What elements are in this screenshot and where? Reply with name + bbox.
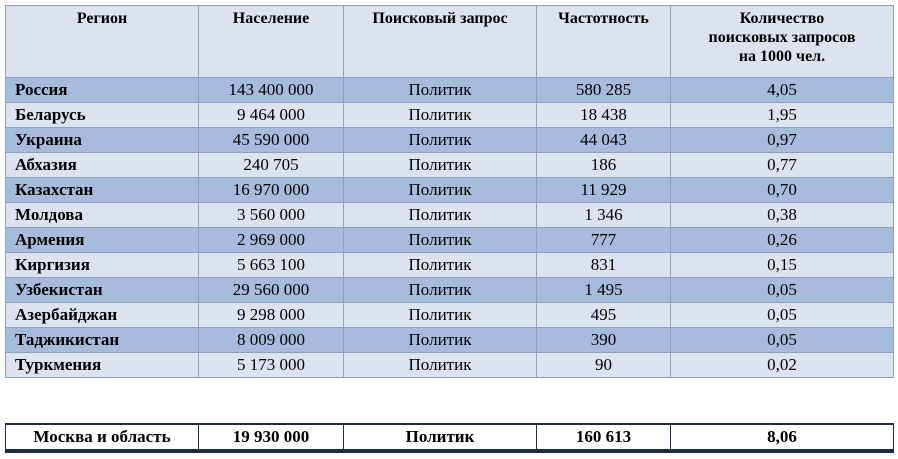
summary-query: Политик <box>344 424 537 451</box>
summary-table <box>5 423 894 453</box>
header-region: Регион <box>6 6 199 78</box>
table-row <box>6 353 894 378</box>
table-row <box>6 253 894 278</box>
table-row <box>6 178 894 203</box>
header-query: Поисковый запрос <box>344 6 537 78</box>
cell-query: Политик <box>344 178 537 203</box>
cell-population: 8 009 000 <box>199 328 344 353</box>
cell-query: Политик <box>344 103 537 128</box>
cell-population: 9 464 000 <box>199 103 344 128</box>
cell-frequency: 186 <box>537 153 671 178</box>
cell-region: Молдова <box>6 203 199 228</box>
table-row <box>6 303 894 328</box>
cell-per1000: 0,97 <box>671 128 894 153</box>
summary-per1000: 8,06 <box>671 424 894 451</box>
summary-region: Москва и область <box>6 424 199 451</box>
cell-region: Украина <box>6 128 199 153</box>
summary-row <box>6 424 894 451</box>
cell-population: 2 969 000 <box>199 228 344 253</box>
header-per1000-line1: Количество <box>739 10 825 27</box>
cell-frequency: 580 285 <box>537 78 671 103</box>
cell-region: Узбекистан <box>6 278 199 303</box>
cell-query: Политик <box>344 353 537 378</box>
cell-region: Туркмения <box>6 353 199 378</box>
cell-frequency: 495 <box>537 303 671 328</box>
cell-frequency: 18 438 <box>537 103 671 128</box>
cell-region: Азербайджан <box>6 303 199 328</box>
cell-region: Киргизия <box>6 253 199 278</box>
cell-per1000: 0,05 <box>671 278 894 303</box>
summary-population: 19 930 000 <box>199 424 344 451</box>
cell-frequency: 777 <box>537 228 671 253</box>
cell-query: Политик <box>344 203 537 228</box>
cell-per1000: 0,70 <box>671 178 894 203</box>
table-row <box>6 103 894 128</box>
cell-frequency: 44 043 <box>537 128 671 153</box>
table-row <box>6 278 894 303</box>
header-frequency: Частотность <box>537 6 671 78</box>
cell-query: Политик <box>344 303 537 328</box>
cell-population: 45 590 000 <box>199 128 344 153</box>
cell-per1000: 0,26 <box>671 228 894 253</box>
cell-population: 240 705 <box>199 153 344 178</box>
cell-frequency: 11 929 <box>537 178 671 203</box>
cell-population: 5 663 100 <box>199 253 344 278</box>
table-row <box>6 203 894 228</box>
cell-population: 5 173 000 <box>199 353 344 378</box>
cell-population: 16 970 000 <box>199 178 344 203</box>
cell-per1000: 0,38 <box>671 203 894 228</box>
cell-per1000: 0,15 <box>671 253 894 278</box>
table-row <box>6 78 894 103</box>
regions-table <box>5 5 894 378</box>
header-per1000-line3: на 1000 чел. <box>738 48 826 65</box>
header-per1000-line2: поисковых запросов <box>708 29 856 46</box>
table-row <box>6 128 894 153</box>
cell-frequency: 90 <box>537 353 671 378</box>
summary-frequency: 160 613 <box>537 424 671 451</box>
cell-per1000: 1,95 <box>671 103 894 128</box>
cell-population: 9 298 000 <box>199 303 344 328</box>
header-per1000 <box>671 6 894 78</box>
cell-frequency: 390 <box>537 328 671 353</box>
cell-frequency: 1 495 <box>537 278 671 303</box>
cell-query: Политик <box>344 253 537 278</box>
cell-query: Политик <box>344 278 537 303</box>
cell-region: Армения <box>6 228 199 253</box>
cell-query: Политик <box>344 328 537 353</box>
table-body <box>6 78 894 378</box>
table-header-row <box>6 6 894 78</box>
table-row <box>6 328 894 353</box>
cell-per1000: 0,05 <box>671 328 894 353</box>
cell-region: Казахстан <box>6 178 199 203</box>
cell-per1000: 4,05 <box>671 78 894 103</box>
cell-query: Политик <box>344 153 537 178</box>
cell-per1000: 0,77 <box>671 153 894 178</box>
cell-region: Таджикистан <box>6 328 199 353</box>
table-row <box>6 153 894 178</box>
cell-population: 3 560 000 <box>199 203 344 228</box>
cell-frequency: 1 346 <box>537 203 671 228</box>
header-population: Население <box>199 6 344 78</box>
cell-per1000: 0,02 <box>671 353 894 378</box>
table-row <box>6 228 894 253</box>
cell-frequency: 831 <box>537 253 671 278</box>
cell-region: Россия <box>6 78 199 103</box>
cell-region: Абхазия <box>6 153 199 178</box>
cell-population: 29 560 000 <box>199 278 344 303</box>
cell-region: Беларусь <box>6 103 199 128</box>
cell-population: 143 400 000 <box>199 78 344 103</box>
cell-query: Политик <box>344 228 537 253</box>
cell-query: Политик <box>344 128 537 153</box>
cell-per1000: 0,05 <box>671 303 894 328</box>
cell-query: Политик <box>344 78 537 103</box>
